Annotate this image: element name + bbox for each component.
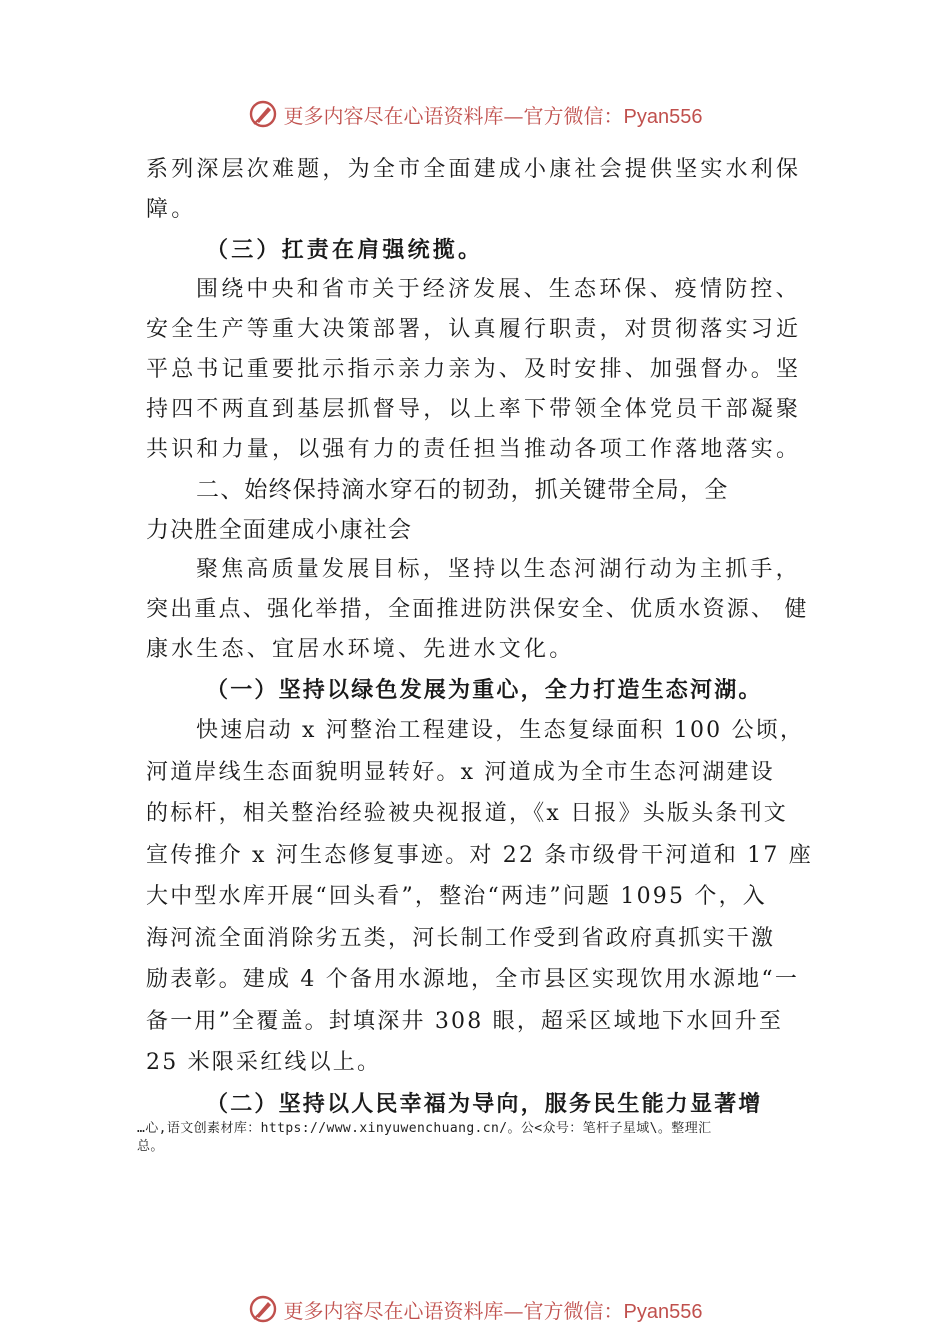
chapter-heading: 二、始终保持滴水穿石的韧劲，抓关键带全局，全 bbox=[196, 477, 729, 503]
paragraph-line: 的标杆，相关整治经验被央视报道，《x 日报》头版头条刊文 bbox=[146, 801, 789, 826]
header-banner bbox=[0, 94, 950, 134]
paragraph-line: 安全生产等重大决策部署，认真履行职责，对贯彻落实习近 bbox=[146, 317, 802, 342]
document-body bbox=[146, 150, 818, 1124]
footnote bbox=[137, 1120, 837, 1156]
section-heading: （一）坚持以绿色发展为重心，全力打造生态河湖。 bbox=[206, 677, 763, 703]
footnote-line: …心,语文创素材库：https://www.xinyuwenchuang.cn/。公<众号：笔杆子星域\。整理汇 bbox=[137, 1121, 712, 1136]
paragraph-line: 25 米限采红线以上。 bbox=[146, 1050, 382, 1075]
paragraph-line: 快速启动 x 河整治工程建设，生态复绿面积 100 公顷， bbox=[196, 718, 805, 743]
paragraph-line: 突出重点、强化举措，全面推进防洪保安全、优质水资源、 健 bbox=[146, 597, 809, 622]
paragraph-line: 海河流全面消除劣五类，河长制工作受到省政府真抓实干激 bbox=[146, 925, 776, 951]
section-heading: （二）坚持以人民幸福为导向，服务民生能力显著增 bbox=[206, 1090, 763, 1117]
paragraph-line: 共识和力量，以强有力的责任担当推动各项工作落地落实。 bbox=[146, 437, 802, 462]
paragraph-line: 障。 bbox=[146, 197, 197, 222]
paragraph-line: 大中型水库开展“回头看”，整治“两违”问题 1095 个，入 bbox=[146, 884, 767, 909]
quill-seal-icon bbox=[248, 99, 278, 129]
paragraph-line: 围绕中央和省市关于经济发展、生态环保、疫情防控、 bbox=[196, 277, 801, 302]
paragraph-line: 励表彰。建成 4 个备用水源地，全市县区实现饮用水源地“一 bbox=[146, 967, 800, 992]
paragraph-line: 持四不两直到基层抓督导，以上率下带领全体党员干部凝聚 bbox=[146, 397, 802, 422]
paragraph-line: 平总书记重要批示指示亲力亲为、及时安排、加强督办。坚 bbox=[146, 357, 802, 382]
paragraph-line: 康水生态、宜居水环境、先进水文化。 bbox=[146, 637, 575, 662]
paragraph-line: 河道岸线生态面貌明显转好。x 河道成为全市生态河湖建设 bbox=[146, 759, 775, 785]
banner-text: 更多内容尽在心语资料库—官方微信：Pyan556 bbox=[283, 1298, 703, 1323]
section-heading: （三）扛责在肩强统揽。 bbox=[206, 237, 484, 263]
paragraph-line: 宣传推介 x 河生态修复事迹。对 22 条市级骨干河道和 17 座 bbox=[146, 842, 813, 868]
banner-text: 更多内容尽在心语资料库—官方微信：Pyan556 bbox=[283, 103, 703, 128]
footnote-line: 总。 bbox=[137, 1139, 164, 1154]
chapter-heading: 力决胜全面建成小康社会 bbox=[146, 517, 413, 543]
quill-seal-icon bbox=[248, 1294, 278, 1324]
paragraph-line: 系列深层次难题，为全市全面建成小康社会提供坚实水利保 bbox=[146, 157, 802, 182]
footer-banner bbox=[0, 1289, 950, 1329]
paragraph-line: 聚焦高质量发展目标，坚持以生态河湖行动为主抓手， bbox=[196, 557, 801, 582]
paragraph-line: 备一用”全覆盖。封填深井 308 眼，超采区域地下水回升至 bbox=[146, 1008, 784, 1034]
